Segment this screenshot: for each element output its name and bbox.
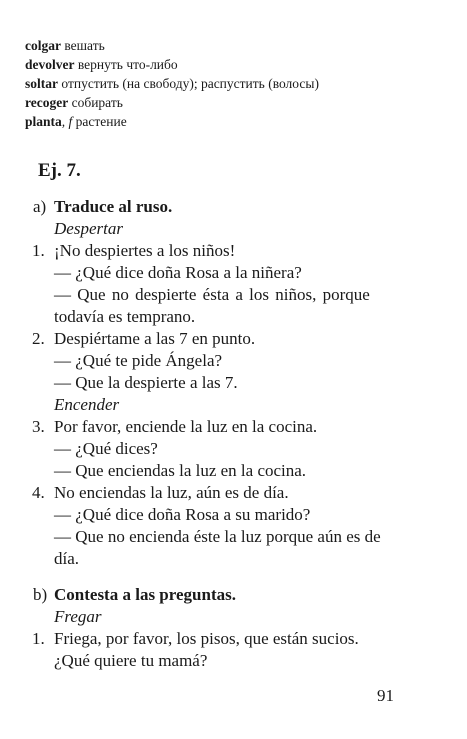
item-line: Despiértame a las 7 en punto. (54, 329, 256, 348)
dialogue-line: todavía es temprano. (54, 307, 196, 326)
item-number: 1. (32, 241, 45, 260)
dialogue-line: — ¿Qué dice doña Rosa a la niñera? (54, 263, 302, 282)
item-line: Por favor, enciende la luz en la cocina. (54, 417, 318, 436)
part-marker: a) (33, 197, 47, 216)
verb-heading: Despertar (54, 219, 123, 238)
verb-heading: Encender (54, 395, 120, 414)
item-number: 3. (32, 417, 45, 436)
dialogue-line: — ¿Qué te pide Ángela? (54, 351, 223, 370)
vocab-entry (25, 94, 123, 112)
item-line: ¡No despiertes a los niños! (54, 241, 236, 260)
dialogue-line: — Que la despierte a las 7. (54, 373, 238, 392)
dialogue-line: — ¿Qué dices? (54, 439, 158, 458)
vocab-entry (25, 56, 178, 74)
verb-heading: Fregar (54, 607, 102, 626)
page-number: 91 (377, 686, 394, 705)
vocab-entry (25, 37, 105, 55)
part-heading: Contesta a las preguntas. (54, 585, 236, 604)
vocab-entry (25, 75, 319, 93)
dialogue-line: — Que enciendas la luz en la cocina. (54, 461, 307, 480)
dialogue-line: ¿Qué quiere tu mamá? (54, 651, 208, 670)
vocab-translation: собирать (71, 95, 123, 110)
dialogue-line: — Que no despierte ésta a los niños, porque (54, 285, 370, 304)
part-marker: b) (33, 585, 48, 604)
exercise-title: Ej. 7. (38, 160, 81, 181)
dialogue-line: — Que no encienda éste la luz porque aún es de (54, 527, 381, 546)
vocab-translation: растение (75, 114, 127, 129)
vocab-word: colgar (25, 38, 61, 53)
vocab-translation: вернуть что-либо (77, 57, 178, 72)
vocab-translation: вешать (64, 38, 105, 53)
item-number: 1. (32, 629, 45, 648)
item-number: 4. (32, 483, 45, 502)
item-line: No enciendas la luz, aún es de día. (54, 483, 289, 502)
item-line: Friega, por favor, los pisos, que están sucios. (54, 629, 359, 648)
vocab-translation: отпустить (на свободу); распустить (волосы) (61, 76, 319, 91)
vocab-entry (25, 113, 127, 131)
dialogue-line: — ¿Qué dice doña Rosa a su marido? (54, 505, 311, 524)
vocab-word: soltar (25, 76, 58, 91)
item-number: 2. (32, 329, 45, 348)
part-heading: Traduce al ruso. (54, 197, 173, 216)
dialogue-line: día. (54, 549, 80, 568)
vocab-word: devolver (25, 57, 75, 72)
vocab-word: planta (25, 114, 62, 129)
vocab-word: recoger (25, 95, 69, 110)
vocab-gender: , f (61, 114, 73, 129)
